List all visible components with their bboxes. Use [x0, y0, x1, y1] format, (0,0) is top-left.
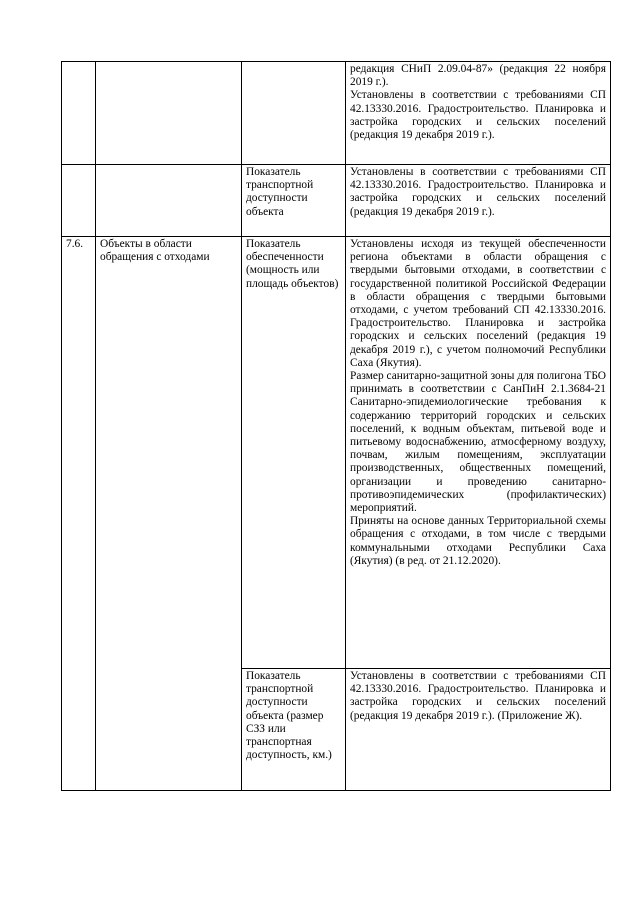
row-number-cell: 7.6.: [62, 237, 96, 791]
basis-cell: [346, 62, 611, 165]
table-row: [62, 62, 611, 165]
basis-paragraph: редакция СНиП 2.09.04-87» (редакция 22 ноября 2019 г.).: [350, 63, 606, 89]
object-cell: [96, 165, 242, 237]
basis-paragraph: Установлены в соответствии с требованиями СП 42.13330.2016. Градостроительство. Планировка и застройка городских и сельских поселений (редакция 19 декабря 2019 г.). (Приложение Ж).: [350, 670, 606, 722]
basis-cell: [346, 669, 611, 791]
basis-cell: [346, 165, 611, 237]
basis-paragraph: Установлены в соответствии с требованиями СП 42.13330.2016. Градостроительство. Планировка и застройка городских и сельских поселений (редакция 19 декабря 2019 г.).: [350, 89, 606, 142]
basis-paragraph: Установлены в соответствии с требованиями СП 42.13330.2016. Градостроительство. Планировка и застройка городских и сельских поселений (редакция 19 декабря 2019 г.).: [350, 166, 606, 218]
basis-cell: [346, 237, 611, 669]
indicator-cell: Показатель транспортной доступности объекта (размер СЗЗ или транспортная доступность, км.): [242, 669, 346, 791]
basis-paragraph: Размер санитарно-защитной зоны для полигона ТБО принимать в соответствии с СанПиН 2.1.3684-21 Санитарно-эпидемиологические требования к содержанию территорий городских и сельских поселений, к водным объектам, питьевой воде и питьевому водоснабжению, атмосферному воздуху, почвам, жилым помещениям, эксплуатации производственных, общественных помещений, организации и проведению санитарно-противоэпидемических (профилактических) мероприятий.: [350, 370, 607, 515]
row-number-cell: [62, 62, 96, 165]
object-cell: Объекты в области обращения с отходами: [96, 237, 242, 791]
indicator-cell: [242, 62, 346, 165]
object-cell: [96, 62, 242, 165]
table-row: [62, 165, 611, 237]
table-row: [62, 237, 611, 669]
basis-paragraph: Приняты на основе данных Территориальной схемы обращения с отходами, в том числе с твердыми коммунальными отходами Республики Саха (Якутия) (в ред. от 21.12.2020).: [350, 515, 606, 567]
basis-paragraph: Установлены исходя из текущей обеспеченности региона объектами в области обращения с твердыми бытовыми отходами, в соответствии с государственной политикой Российской Федерации в области обращения с твердыми бытовыми отходами, с учетом требований СП 42.13330.2016. Градостроительство. Планировка и застройка городских и сельских поселений (редакция 19 декабря 2019 г.), с учетом полномочий Республики Саха (Якутия).: [350, 238, 606, 369]
indicator-cell: Показатель обеспеченности (мощность или площадь объектов): [242, 237, 346, 669]
row-number-cell: [62, 165, 96, 237]
norms-table: [61, 61, 611, 791]
indicator-cell: Показатель транспортной доступности объекта: [242, 165, 346, 237]
